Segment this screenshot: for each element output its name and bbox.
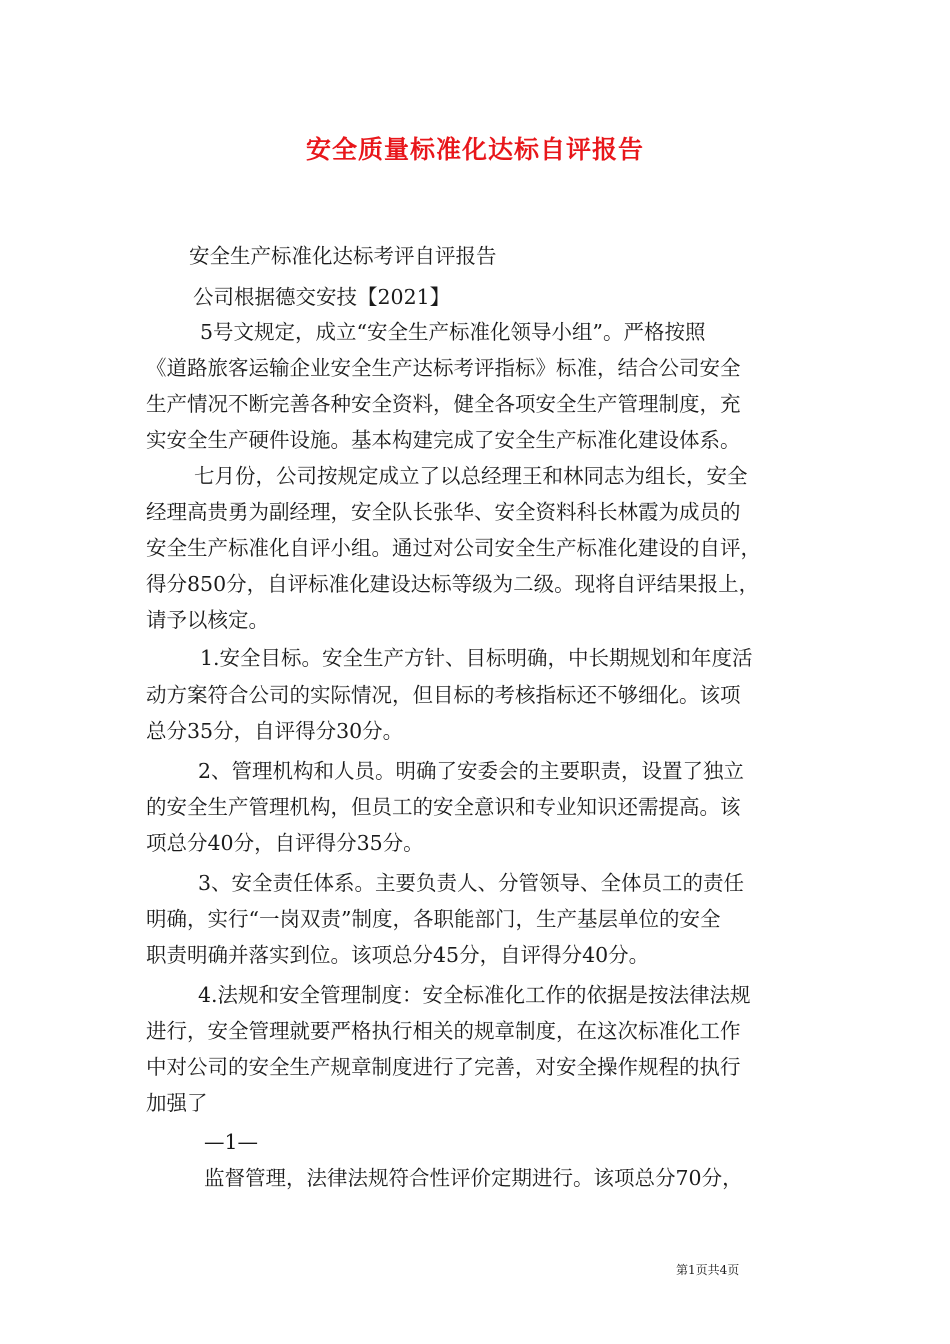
body-line: 2、管理机构和人员。明确了安委会的主要职责，设置了独立 xyxy=(198,759,745,783)
body-line: 公司根据德交安技【2021】 xyxy=(193,285,451,309)
body-line: 加强了 xyxy=(146,1091,208,1115)
body-line: 明确，实行“一岗双责”制度，各职能部门，生产基层单位的安全 xyxy=(146,907,721,931)
body-line: 中对公司的安全生产规章制度进行了完善，对安全操作规程的执行 xyxy=(146,1055,741,1079)
body-line: 经理高贵勇为副经理，安全队长张华、安全资料科长林霞为成员的 xyxy=(146,500,741,524)
body-line: 监督管理，法律法规符合性评价定期进行。该项总分70分， xyxy=(204,1166,743,1190)
body-line: 生产情况不断完善各种安全资料，健全各项安全生产管理制度，充 xyxy=(146,392,741,416)
body-line: 安全生产标准化达标考评自评报告 xyxy=(189,244,497,268)
body-line: 安全生产标准化自评小组。通过对公司安全生产标准化建设的自评， xyxy=(146,536,761,560)
page-footer: 第1页共4页 xyxy=(676,1263,740,1277)
body-line: 七月份，公司按规定成立了以总经理王和林同志为组长，安全 xyxy=(194,464,748,488)
body-line: 3、安全责任体系。主要负责人、分管领导、全体员工的责任 xyxy=(198,871,745,895)
body-line: 4.法规和安全管理制度：安全标准化工作的依据是按法律法规 xyxy=(198,983,751,1007)
body-line: 进行，安全管理就要严格执行相关的规章制度，在这次标准化工作 xyxy=(146,1019,741,1043)
body-line: 职责明确并落实到位。该项总分45分，自评得分40分。 xyxy=(146,943,650,967)
body-line: 总分35分，自评得分30分。 xyxy=(146,719,404,743)
body-line: 的安全生产管理机构，但员工的安全意识和专业知识还需提高。该 xyxy=(146,795,741,819)
page-number-inline: —1— xyxy=(204,1130,259,1154)
body-line: 请予以核定。 xyxy=(146,608,269,632)
body-line: 5号文规定，成立“安全生产标准化领导小组”。严格按照 xyxy=(200,320,706,344)
body-line: 得分850分，自评标准化建设达标等级为二级。现将自评结果报上， xyxy=(146,572,760,596)
body-line: 动方案符合公司的实际情况，但目标的考核指标还不够细化。该项 xyxy=(146,683,741,707)
body-line: 1.安全目标。安全生产方针、目标明确，中长期规划和年度活 xyxy=(200,646,753,670)
body-line: 实安全生产硬件设施。基本构建完成了安全生产标准化建设体系。 xyxy=(146,428,741,452)
document-title: 安全质量标准化达标自评报告 xyxy=(305,135,644,164)
body-line: 项总分40分，自评得分35分。 xyxy=(146,831,424,855)
body-line: 《道路旅客运输企业安全生产达标考评指标》标准，结合公司安全 xyxy=(146,356,741,380)
